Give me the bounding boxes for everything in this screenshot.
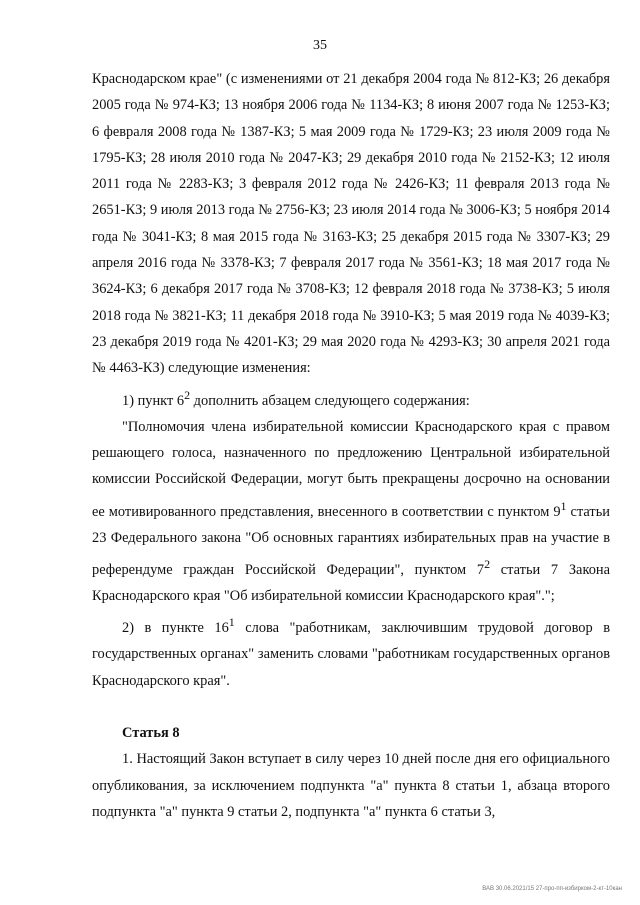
article-8-paragraph-1: 1. Настоящий Закон вступает в силу через 10 дней после дня его официального опубликования, за исключением подпункта "а" пункта 8 статьи 1, абзаца второго подпункта "а" пункта 9 статьи 2, подпункта "а" пункта 6 статьи 3, — [92, 751, 610, 820]
quote-superscript-1: 1 — [560, 498, 567, 513]
item-2-superscript: 1 — [228, 615, 235, 630]
section-spacer — [92, 694, 610, 720]
item-1-superscript: 2 — [184, 387, 191, 402]
document-body — [92, 66, 610, 825]
item-1-text-before: 1) пункт 6 — [122, 392, 185, 409]
article-heading: Статья 8 — [122, 725, 180, 742]
quoted-paragraph — [92, 414, 610, 610]
item-2-text-after: слова "работникам, заключившим трудовой договор в государственных органах" заменить словами "работникам государственных органов Краснодарского края". — [92, 620, 610, 689]
quote-superscript-2: 2 — [484, 556, 491, 571]
item-2-paragraph — [92, 609, 610, 694]
item-1-text-after: дополнить абзацем следующего содержания: — [190, 392, 470, 409]
page-number: 35 — [313, 38, 327, 53]
amendment-intro-paragraph: Краснодарском крае" (с изменениями от 21 декабря 2004 года № 812-КЗ; 26 декабря 2005 года № 974-КЗ; 13 ноября 2006 года № 1134-КЗ; 8 июня 2007 года № 1253-КЗ; 6 февраля 2008 года № 1387-КЗ; 5 мая 2009 года № 1729-КЗ; 23 июля 2009 года № 1795-КЗ; 28 июля 2010 года № 2047-КЗ; 29 декабря 2010 года № 2152-КЗ; 12 июля 2011 года № 2283-КЗ; 3 февраля 2012 года № 2426-КЗ; 11 февраля 2013 года № 2651-КЗ; 9 июля 2013 года № 2756-КЗ; 23 июля 2014 года № 3006-КЗ; 5 ноября 2014 года № 3041-КЗ; 8 мая 2015 года № 3163-КЗ; 25 декабря 2015 года № 3307-КЗ; 29 апреля 2016 года № 3378-КЗ; 7 февраля 2017 года № 3561-КЗ; 18 мая 2017 года № 3624-КЗ; 6 декабря 2017 года № 3708-КЗ; 12 февраля 2018 года № 3738-КЗ; 5 июля 2018 года № 3821-КЗ; 11 декабря 2018 года № 3910-КЗ; 5 мая 2019 года № 4039-КЗ; 23 декабря 2019 года № 4201-КЗ; 29 мая 2020 года № 4293-КЗ; 30 апреля 2021 года № 4463-КЗ) следующие изменения: — [92, 71, 610, 377]
quote-part-2: статьи 23 Федерального закона "Об основных гарантиях избирательных прав на участие в референдуме граждан Российской Федерации", пунктом 7 — [92, 503, 610, 578]
quote-part-1: "Полномочия члена избирательной комиссии Краснодарского края с правом решающего голоса, назначенного по предложению Центральной избирательной комиссии Российской Федерации, могут быть прекращены досрочно на основании ее мотивированного представления, внесенного в соответствии с пунктом 9 — [92, 418, 610, 520]
quote-part-3: статьи 7 Закона Краснодарского края "Об избирательной комиссии Краснодарского края"."; — [92, 561, 610, 605]
item-2-text-before: 2) в пункте 16 — [122, 620, 229, 637]
footer-document-code: ВАВ 30.06.2021/15 27-про-пп-избирком-2-кт-10кан — [482, 886, 622, 892]
item-1-paragraph — [92, 382, 610, 414]
